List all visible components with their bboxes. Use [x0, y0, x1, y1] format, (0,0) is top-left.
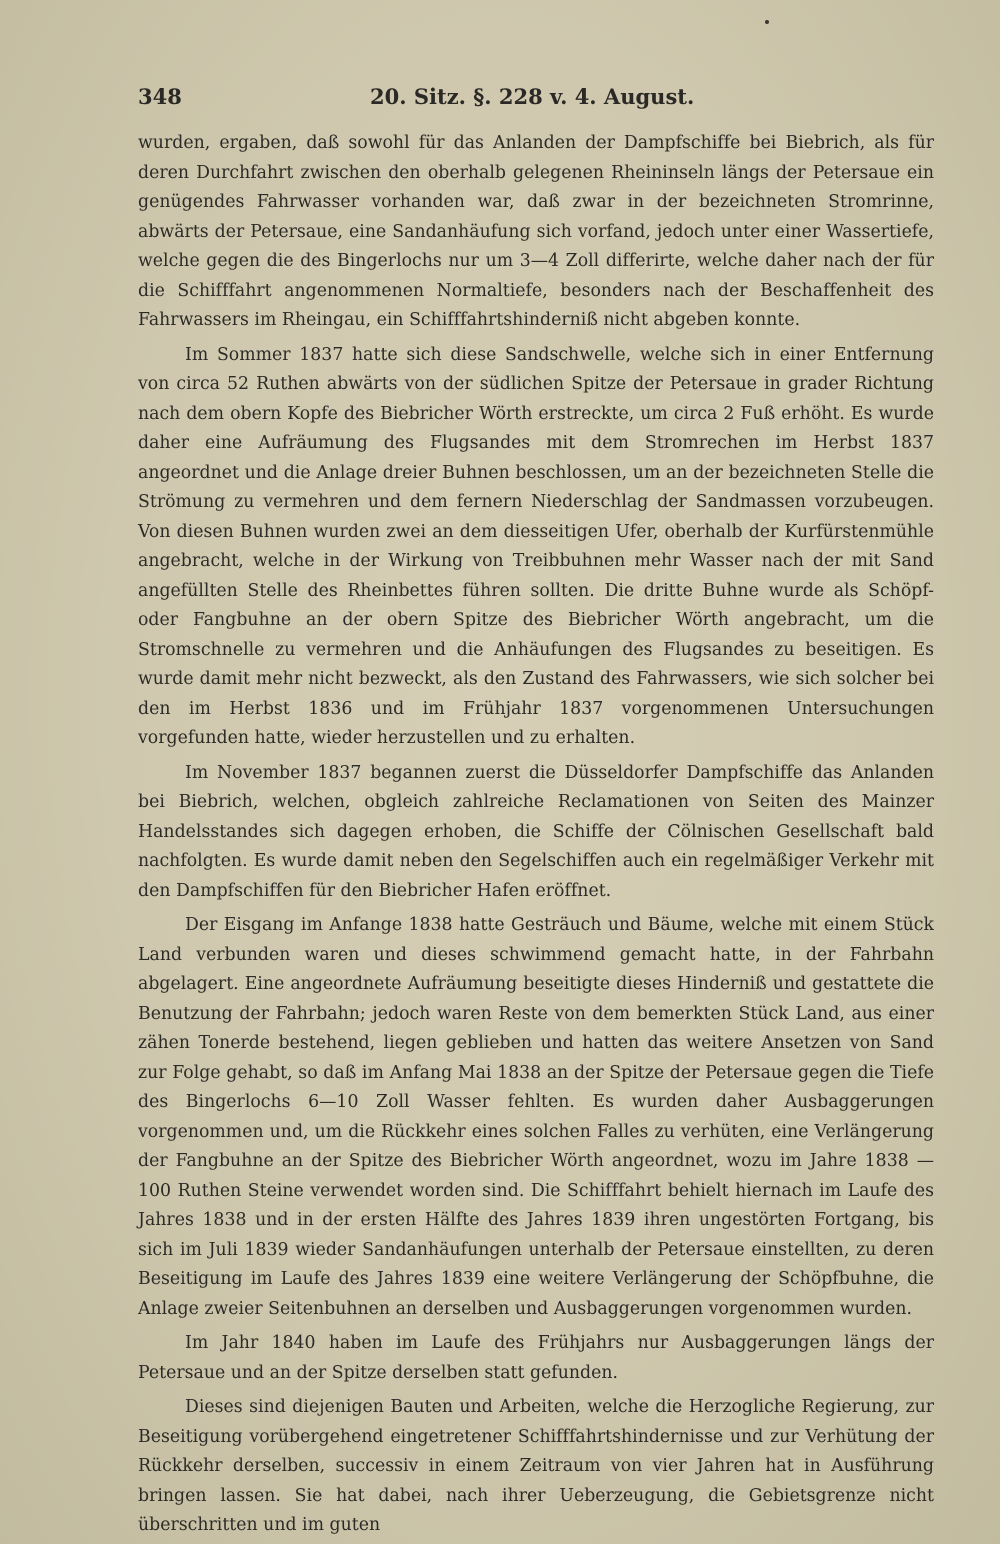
page-number: 348: [138, 84, 182, 109]
running-title: 20. Sitz. §. 228 v. 4. August.: [370, 84, 695, 109]
paragraph-year-1840: Im Jahr 1840 haben im Laufe des Frühjahrs nur Ausbaggerungen längs der Petersaue und an der Spitze derselben statt gefunden.: [138, 1333, 934, 1383]
page-header: [138, 84, 934, 114]
paragraph-eisgang-1838: Der Eisgang im Anfange 1838 hatte Gesträuch und Bäume, welche mit einem Stück Land verbunden waren und dieses schwimmend gemacht hatte, in der Fahrbahn abgelagert. Eine angeordnete Aufräumung beseitigte dieses Hinderniß und gestattete die Benutzung der Fahrbahn; jedoch waren Reste von dem bemerkten Stück Land, aus einer zähen Tonerde bestehend, liegen geblieben und hatten das weitere Ansetzen von Sand zur Folge gehabt, so daß im Anfang Mai 1838 an der Spitze der Petersaue gegen die Tiefe des Bingerlochs 6—10 Zoll Wasser fehlten. Es wurden daher Ausbaggerungen vorgenommen und, um die Rückkehr eines solchen Falles zu verhüten, eine Verlängerung der Fangbuhne an der Spitze des Biebricher Wörth angeordnet, wozu im Jahre 1838 — 100 Ruthen Steine verwendet worden sind. Die Schifffahrt behielt hiernach im Laufe des Jahres 1838 und in der ersten Hälfte des Jahres 1839 ihren ungestörten Fortgang, bis sich im Juli 1839 wieder Sandanhäufungen unterhalb der Petersaue einstellten, zu deren Beseitigung im Laufe des Jahres 1839 eine weitere Verlängerung der Schöpfbuhne, die Anlage zweier Seitenbuhnen an derselben und Ausbaggerungen vorgenommen wurden.: [138, 915, 934, 1319]
paragraph-summer-1837: Im Sommer 1837 hatte sich diese Sandschwelle, welche sich in einer Entfernung von circa 52 Ruthen abwärts von der südlichen Spitze der Petersaue in grader Richtung nach dem obern Kopfe des Biebricher Wörth erstreckte, um circa 2 Fuß erhöht. Es wurde daher eine Aufräumung des Flugsandes mit dem Stromrechen im Herbst 1837 angeordnet und die Anlage dreier Buhnen beschlossen, um an der bezeichneten Stelle die Strömung zu vermehren und dem fernern Niederschlag der Sandmassen vorzubeugen. Von diesen Buhnen wurden zwei an dem diesseitigen Ufer, oberhalb der Kurfürstenmühle angebracht, welche in der Wirkung von Treibbuhnen mehr Wasser nach der mit Sand angefüllten Stelle des Rheinbettes führen sollten. Die dritte Buhne wurde als Schöpf- oder Fangbuhne an der obern Spitze des Biebricher Wörth angebracht, um die Stromschnelle zu vermehren und die Anhäufungen des Flugsandes zu beseitigen. Es wurde damit mehr nicht bezweckt, als den Zustand des Fahrwassers, wie sich solcher bei den im Herbst 1836 und im Frühjahr 1837 vorgenommenen Untersuchungen vorgefunden hatte, wieder herzustellen und zu erhalten.: [138, 344, 934, 748]
ink-spot: [765, 20, 769, 24]
paragraph-continuation: wurden, ergaben, daß sowohl für das Anlanden der Dampfschiffe bei Biebrich, als für deren Durchfahrt zwischen den oberhalb gelegenen Rheininseln längs der Petersaue ein genügendes Fahrwasser vorhanden war, daß zwar in der bezeichneten Stromrinne, abwärts der Petersaue, eine Sandanhäufung sich vorfand, jedoch unter einer Wassertiefe, welche gegen die des Bingerlochs nur um 3—4 Zoll differirte, welche daher nach der für die Schifffahrt angenommenen Normaltiefe, besonders nach der Beschaffenheit des Fahrwassers im Rheingau, ein Schifffahrtshinderniß nicht abgeben konnte.: [138, 133, 934, 330]
paragraph-conclusion: Dieses sind diejenigen Bauten und Arbeiten, welche die Herzogliche Regierung, zur Beseitigung vorübergehend eingetretener Schifffahrtshindernisse und zur Verhütung der Rückkehr derselben, successiv in einem Zeitraum von vier Jahren hat in Ausführung bringen lassen. Sie hat dabei, nach ihrer Ueberzeugung, die Gebietsgrenze nicht überschritten und im guten: [138, 1397, 934, 1535]
body-text: [138, 129, 934, 1541]
paragraph-november-1837: Im November 1837 begannen zuerst die Düsseldorfer Dampfschiffe das Anlanden bei Biebrich, welchen, obgleich zahlreiche Reclamationen von Seiten des Mainzer Handelsstandes sich dagegen erhoben, die Schiffe der Cölnischen Gesellschaft bald nachfolgten. Es wurde damit neben den Segelschiffen auch ein regelmäßiger Verkehr mit den Dampfschiffen für den Biebricher Hafen eröffnet.: [138, 762, 934, 901]
